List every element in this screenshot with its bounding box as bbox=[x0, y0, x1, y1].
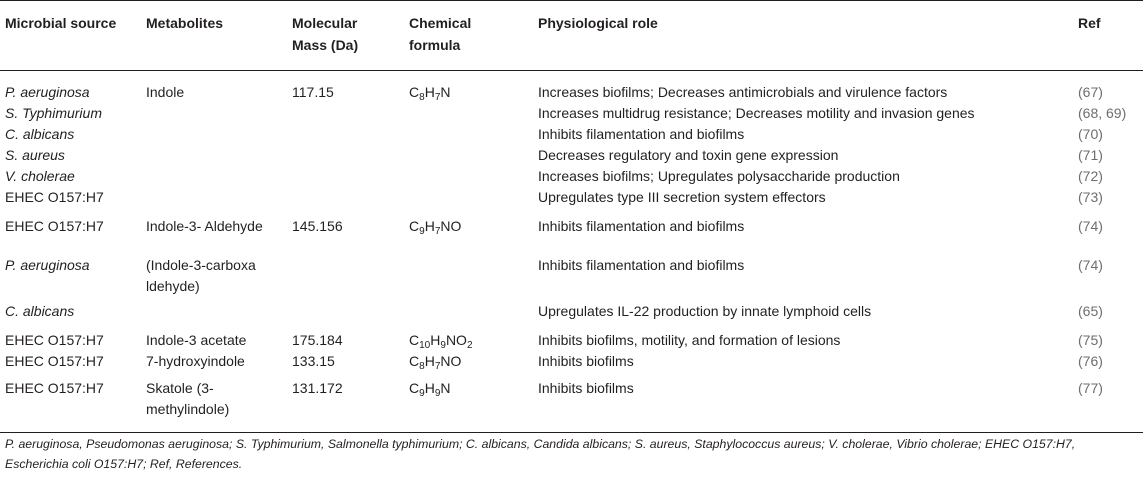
table-row bbox=[0, 71, 1143, 104]
cell-ref: (75) bbox=[1078, 332, 1103, 348]
header-physiological-role: Physiological role bbox=[538, 15, 658, 31]
cell-role: Increases biofilms; Decreases antimicrobials and virulence factors bbox=[538, 84, 948, 100]
cell-source: EHEC O157:H7 bbox=[5, 353, 104, 369]
header-molecular-mass: Molecular Mass (Da) bbox=[292, 15, 359, 53]
cell-formula bbox=[404, 301, 533, 326]
cell-role: Inhibits filamentation and biofilms bbox=[538, 257, 745, 273]
table-header bbox=[0, 1, 1143, 71]
cell-source: C. albicans bbox=[5, 303, 75, 319]
cell-source: P. aeruginosa bbox=[5, 257, 90, 273]
cell-mass bbox=[287, 124, 404, 145]
cell-ref: (65) bbox=[1078, 303, 1103, 319]
cell-role: Increases biofilms; Upregulates polysaccharide production bbox=[538, 168, 900, 184]
cell-ref: (68, 69) bbox=[1078, 105, 1127, 121]
cell-mass bbox=[287, 255, 404, 301]
cell-mass bbox=[287, 103, 404, 124]
cell-role: Increases multidrug resistance; Decreases motility and invasion genes bbox=[538, 105, 975, 121]
cell-source: EHEC O157:H7 bbox=[5, 380, 104, 396]
cell-role: Decreases regulatory and toxin gene expression bbox=[538, 147, 839, 163]
cell-source: EHEC O157:H7 bbox=[5, 332, 104, 348]
cell-role: Inhibits biofilms, motility, and formation of lesions bbox=[538, 332, 841, 348]
table-row bbox=[0, 103, 1143, 124]
cell-formula bbox=[404, 145, 533, 166]
cell-formula bbox=[404, 255, 533, 301]
cell-metabolite: Indole-3- Aldehyde bbox=[146, 218, 263, 234]
cell-ref: (70) bbox=[1078, 126, 1103, 142]
cell-role: Upregulates type III secretion system effectors bbox=[538, 189, 826, 205]
cell-source: S. Typhimurium bbox=[5, 105, 102, 121]
cell-ref: (74) bbox=[1078, 218, 1103, 234]
cell-role: Inhibits biofilms bbox=[538, 353, 634, 369]
cell-ref: (73) bbox=[1078, 189, 1103, 205]
cell-role: Upregulates IL-22 production by innate lymphoid cells bbox=[538, 303, 872, 319]
cell-formula: $C_8H_7N$ bbox=[409, 84, 451, 103]
header-chemical-formula: Chemical formula bbox=[409, 15, 472, 53]
cell-metabolite: Skatole (3-methylindole) bbox=[146, 380, 230, 417]
cell-metabolite bbox=[141, 166, 287, 187]
header-row bbox=[0, 1, 1143, 71]
cell-metabolite bbox=[141, 301, 287, 326]
cell-metabolite: 7-hydroxyindole bbox=[146, 353, 245, 369]
table-row bbox=[0, 124, 1143, 145]
table-row bbox=[0, 326, 1143, 351]
cell-source: EHEC O157:H7 bbox=[5, 189, 104, 205]
cell-ref: (76) bbox=[1078, 353, 1103, 369]
cell-role: Inhibits biofilms bbox=[538, 380, 634, 396]
cell-metabolite: Indole bbox=[146, 84, 185, 100]
table-row bbox=[0, 255, 1143, 301]
cell-formula: $C_8H_7NO$ bbox=[409, 353, 462, 372]
cell-mass: 131.172 bbox=[292, 380, 343, 396]
table-row bbox=[0, 301, 1143, 326]
table-row bbox=[0, 351, 1143, 378]
cell-metabolite: (Indole-3-carboxaldehyde) bbox=[146, 257, 256, 294]
cell-metabolite bbox=[141, 187, 287, 212]
header-metabolites: Metabolites bbox=[146, 15, 224, 31]
cell-mass: 117.15 bbox=[292, 84, 334, 100]
table-row bbox=[0, 145, 1143, 166]
cell-metabolite bbox=[141, 103, 287, 124]
cell-formula: $C_9H_9N$ bbox=[409, 380, 451, 399]
cell-ref: (72) bbox=[1078, 168, 1103, 184]
cell-formula: $C_{10}H_9NO_2$ bbox=[409, 332, 473, 351]
table-row bbox=[0, 187, 1143, 212]
cell-metabolite bbox=[141, 124, 287, 145]
cell-formula: $C_9H_7NO$ bbox=[409, 218, 462, 237]
cell-mass: 175.184 bbox=[292, 332, 343, 348]
cell-mass bbox=[287, 166, 404, 187]
header-microbial-source: Microbial source bbox=[5, 15, 117, 31]
cell-source: S. aureus bbox=[5, 147, 65, 163]
cell-source: P. aeruginosa bbox=[5, 84, 90, 100]
cell-source: V. cholerae bbox=[5, 168, 75, 184]
cell-mass: 133.15 bbox=[292, 353, 335, 369]
table-row bbox=[0, 166, 1143, 187]
cell-mass bbox=[287, 145, 404, 166]
cell-source: EHEC O157:H7 bbox=[5, 218, 104, 234]
table-row bbox=[0, 378, 1143, 433]
cell-formula bbox=[404, 103, 533, 124]
table-row bbox=[0, 212, 1143, 255]
cell-formula bbox=[404, 166, 533, 187]
cell-mass: 145.156 bbox=[292, 218, 343, 234]
cell-mass bbox=[287, 187, 404, 212]
cell-metabolite: Indole-3 acetate bbox=[146, 332, 247, 348]
cell-source: C. albicans bbox=[5, 126, 75, 142]
cell-role: Inhibits filamentation and biofilms bbox=[538, 126, 745, 142]
cell-metabolite bbox=[141, 145, 287, 166]
cell-role: Inhibits filamentation and biofilms bbox=[538, 218, 745, 234]
cell-formula bbox=[404, 187, 533, 212]
table-body bbox=[0, 71, 1143, 433]
cell-ref: (71) bbox=[1078, 147, 1103, 163]
cell-ref: (77) bbox=[1078, 380, 1103, 396]
cell-ref: (74) bbox=[1078, 257, 1103, 273]
header-ref: Ref bbox=[1078, 15, 1101, 31]
table-footnote: P. aeruginosa, Pseudomonas aeruginosa; S. Typhimurium, Salmonella typhimurium; C. albicans, Candida albicans; S. aureus, Staphylococcus aureus; V. cholerae, Vibrio cholerae; EHEC O157:H7, Escherichia coli O157:H7; Ref, References. bbox=[5, 437, 1076, 471]
cell-mass bbox=[287, 301, 404, 326]
cell-formula bbox=[404, 124, 533, 145]
cell-ref: (67) bbox=[1078, 84, 1103, 100]
